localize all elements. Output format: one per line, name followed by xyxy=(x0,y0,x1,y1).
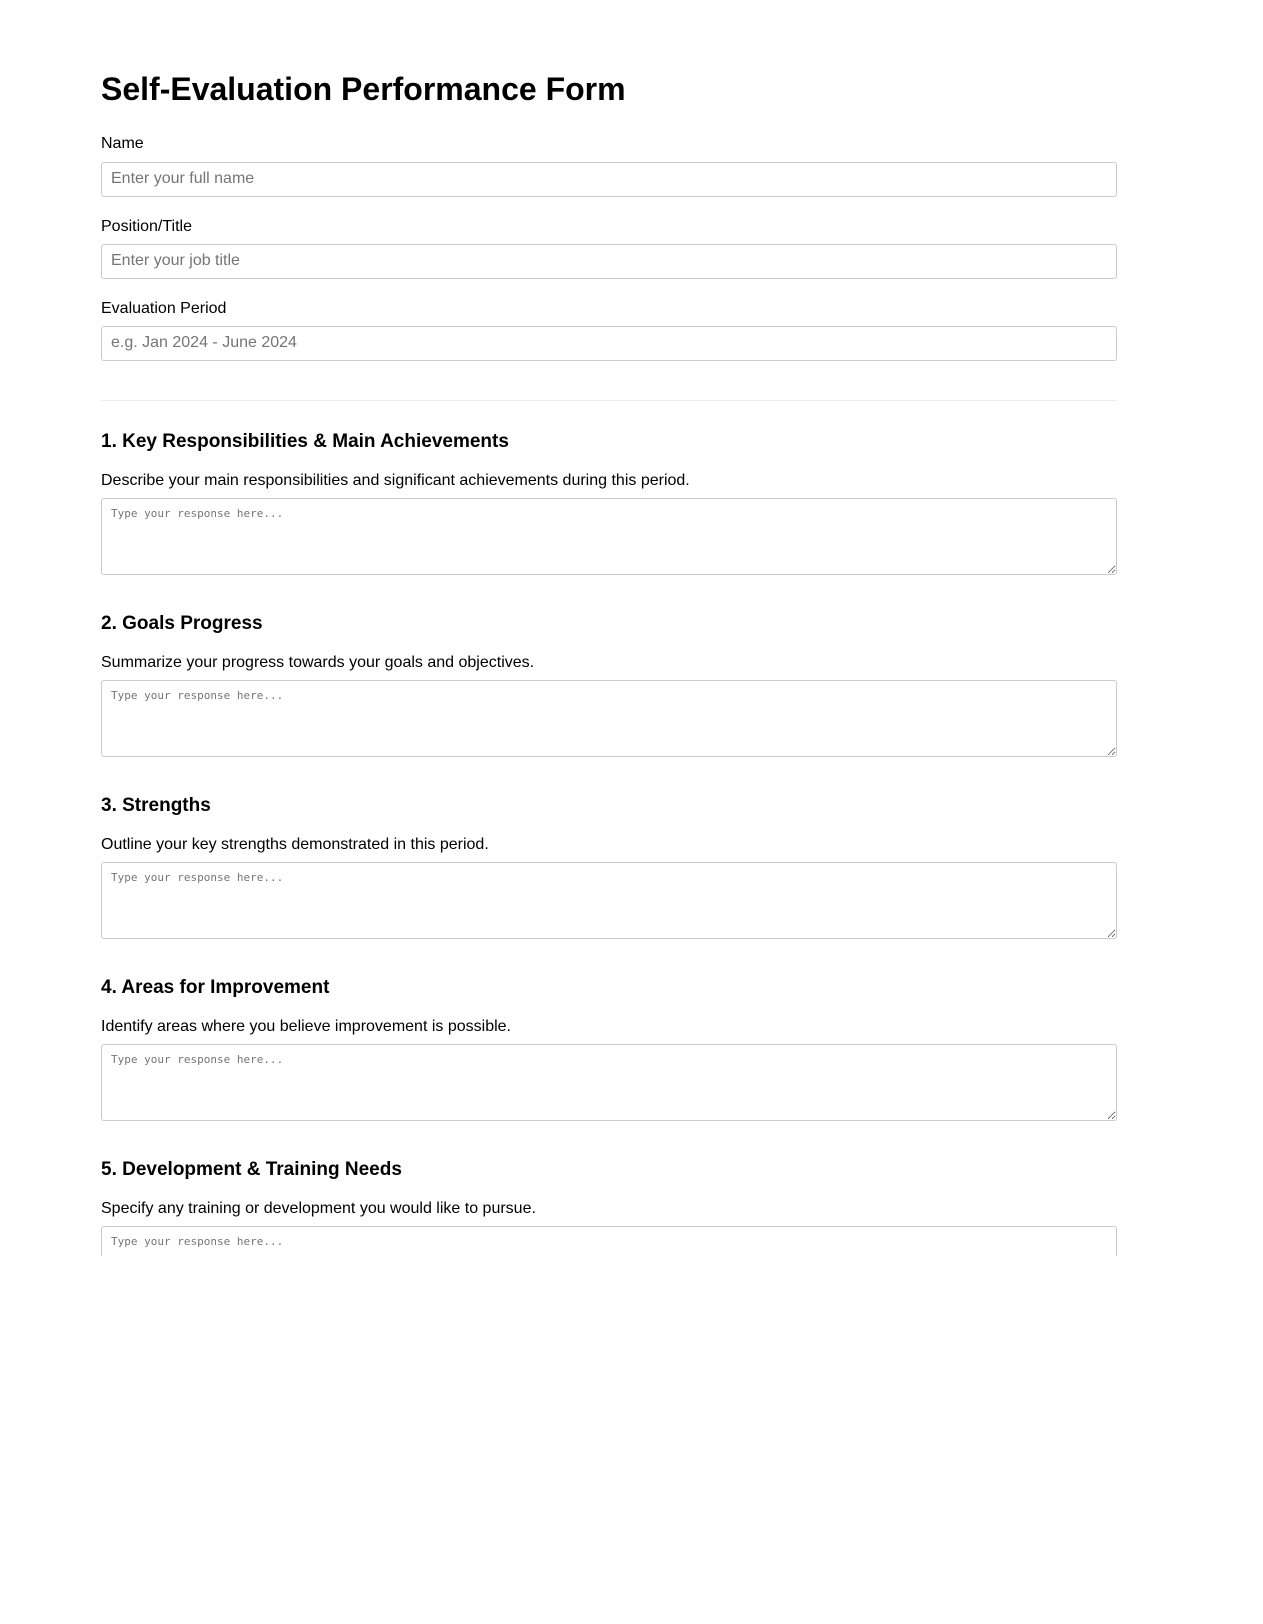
evaluation-period-label: Evaluation Period xyxy=(101,299,227,317)
section-heading: 3. Strengths xyxy=(101,794,211,816)
development-training-textarea[interactable] xyxy=(101,1226,1117,1256)
goals-progress-textarea[interactable] xyxy=(101,680,1117,757)
page-title: Self-Evaluation Performance Form xyxy=(101,71,626,107)
responsibilities-textarea[interactable] xyxy=(101,498,1117,575)
section-description: Summarize your progress towards your goals and objectives. xyxy=(101,653,535,671)
section-description: Describe your main responsibilities and significant achievements during this period. xyxy=(101,471,690,489)
section-strengths xyxy=(101,795,1117,939)
section-divider xyxy=(101,400,1117,401)
section-goals-progress xyxy=(101,613,1117,757)
position-input[interactable] xyxy=(101,244,1117,279)
form-container xyxy=(101,0,1117,1256)
name-field-group xyxy=(101,134,1117,196)
section-heading: 1. Key Responsibilities & Main Achievements xyxy=(101,430,509,452)
name-label: Name xyxy=(101,135,144,153)
position-label: Position/Title xyxy=(101,217,192,235)
section-areas-for-improvement xyxy=(101,977,1117,1121)
section-responsibilities xyxy=(101,431,1117,575)
name-input[interactable] xyxy=(101,162,1117,197)
section-heading: 5. Development & Training Needs xyxy=(101,1158,402,1180)
section-description: Outline your key strengths demonstrated in this period. xyxy=(101,835,489,853)
evaluation-period-field-group xyxy=(101,299,1117,361)
section-development-training xyxy=(101,1159,1117,1256)
position-field-group xyxy=(101,217,1117,279)
section-description: Identify areas where you believe improvement is possible. xyxy=(101,1017,511,1035)
evaluation-period-input[interactable] xyxy=(101,326,1117,361)
section-heading: 2. Goals Progress xyxy=(101,612,263,634)
areas-for-improvement-textarea[interactable] xyxy=(101,1044,1117,1121)
strengths-textarea[interactable] xyxy=(101,862,1117,939)
section-description: Specify any training or development you would like to pursue. xyxy=(101,1199,536,1217)
section-heading: 4. Areas for Improvement xyxy=(101,976,330,998)
